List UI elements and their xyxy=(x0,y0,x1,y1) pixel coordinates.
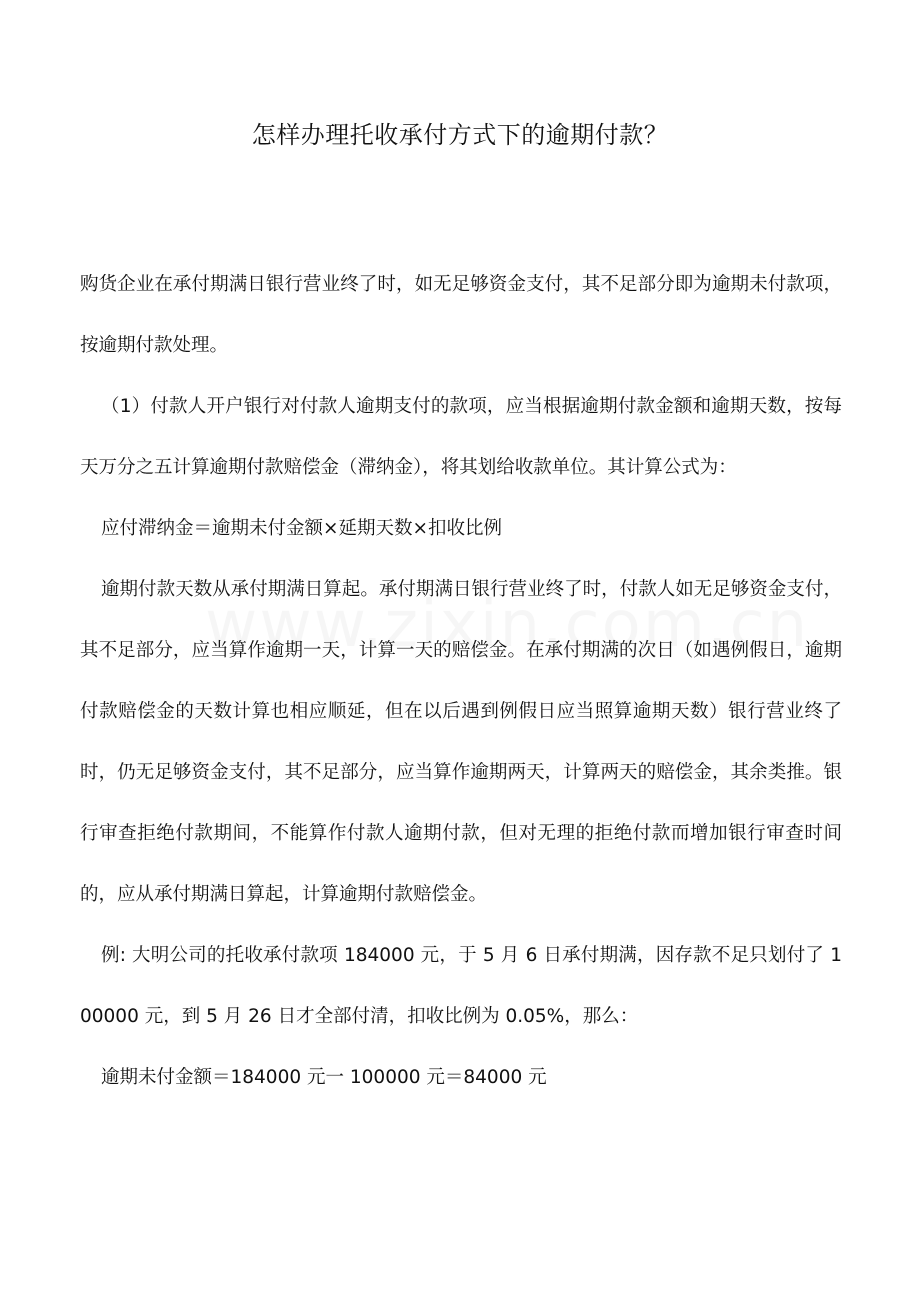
paragraph-intro: 购货企业在承付期满日银行营业终了时，如无足够资金支付，其不足部分即为逾期未付款项，按逾期付款处理。 xyxy=(80,274,842,356)
paragraph-formula: 应付滞纳金＝逾期未付金额×延期天数×扣收比例 xyxy=(101,518,503,539)
paragraph-overdue-days: 逾期付款天数从承付期满日算起。承付期满日银行营业终了时，付款人如无足够资金支付，其不足部分，应当算作逾期一天，计算一天的赔偿金。在承付期满的次日（如遇例假日，逾期付款赔偿金的天数计算也相应顺延，但在以后遇到例假日应当照算逾期天数）银行营业终了时，仍无足够资金支付，其不足部分，应当算作逾期两天，计算两天的赔偿金，其余类推。银行审查拒绝付款期间，不能算作付款人逾期付款，但对无理的拒绝付款而增加银行审查时间的，应从承付期满日算起，计算逾期付款赔偿金。 xyxy=(80,579,842,905)
document-body xyxy=(80,254,842,1108)
paragraph-example: 例: 大明公司的托收承付款项 184000 元，于 5 月 6 日承付期满，因存款不足只划付了 100000 元，到 5 月 26 日才全部付清，扣收比例为 0.05%，那么： xyxy=(80,945,842,1027)
paragraph-example-calc: 逾期未付金额＝184000 元一 100000 元＝84000 元 xyxy=(101,1067,547,1088)
document-title: 怎样办理托收承付方式下的逾期付款？ xyxy=(251,121,669,149)
paragraph-rule-1: （1）付款人开户银行对付款人逾期支付的款项，应当根据逾期付款金额和逾期天数，按每天万分之五计算逾期付款赔偿金（滞纳金），将其划给收款单位。其计算公式为： xyxy=(80,396,842,478)
